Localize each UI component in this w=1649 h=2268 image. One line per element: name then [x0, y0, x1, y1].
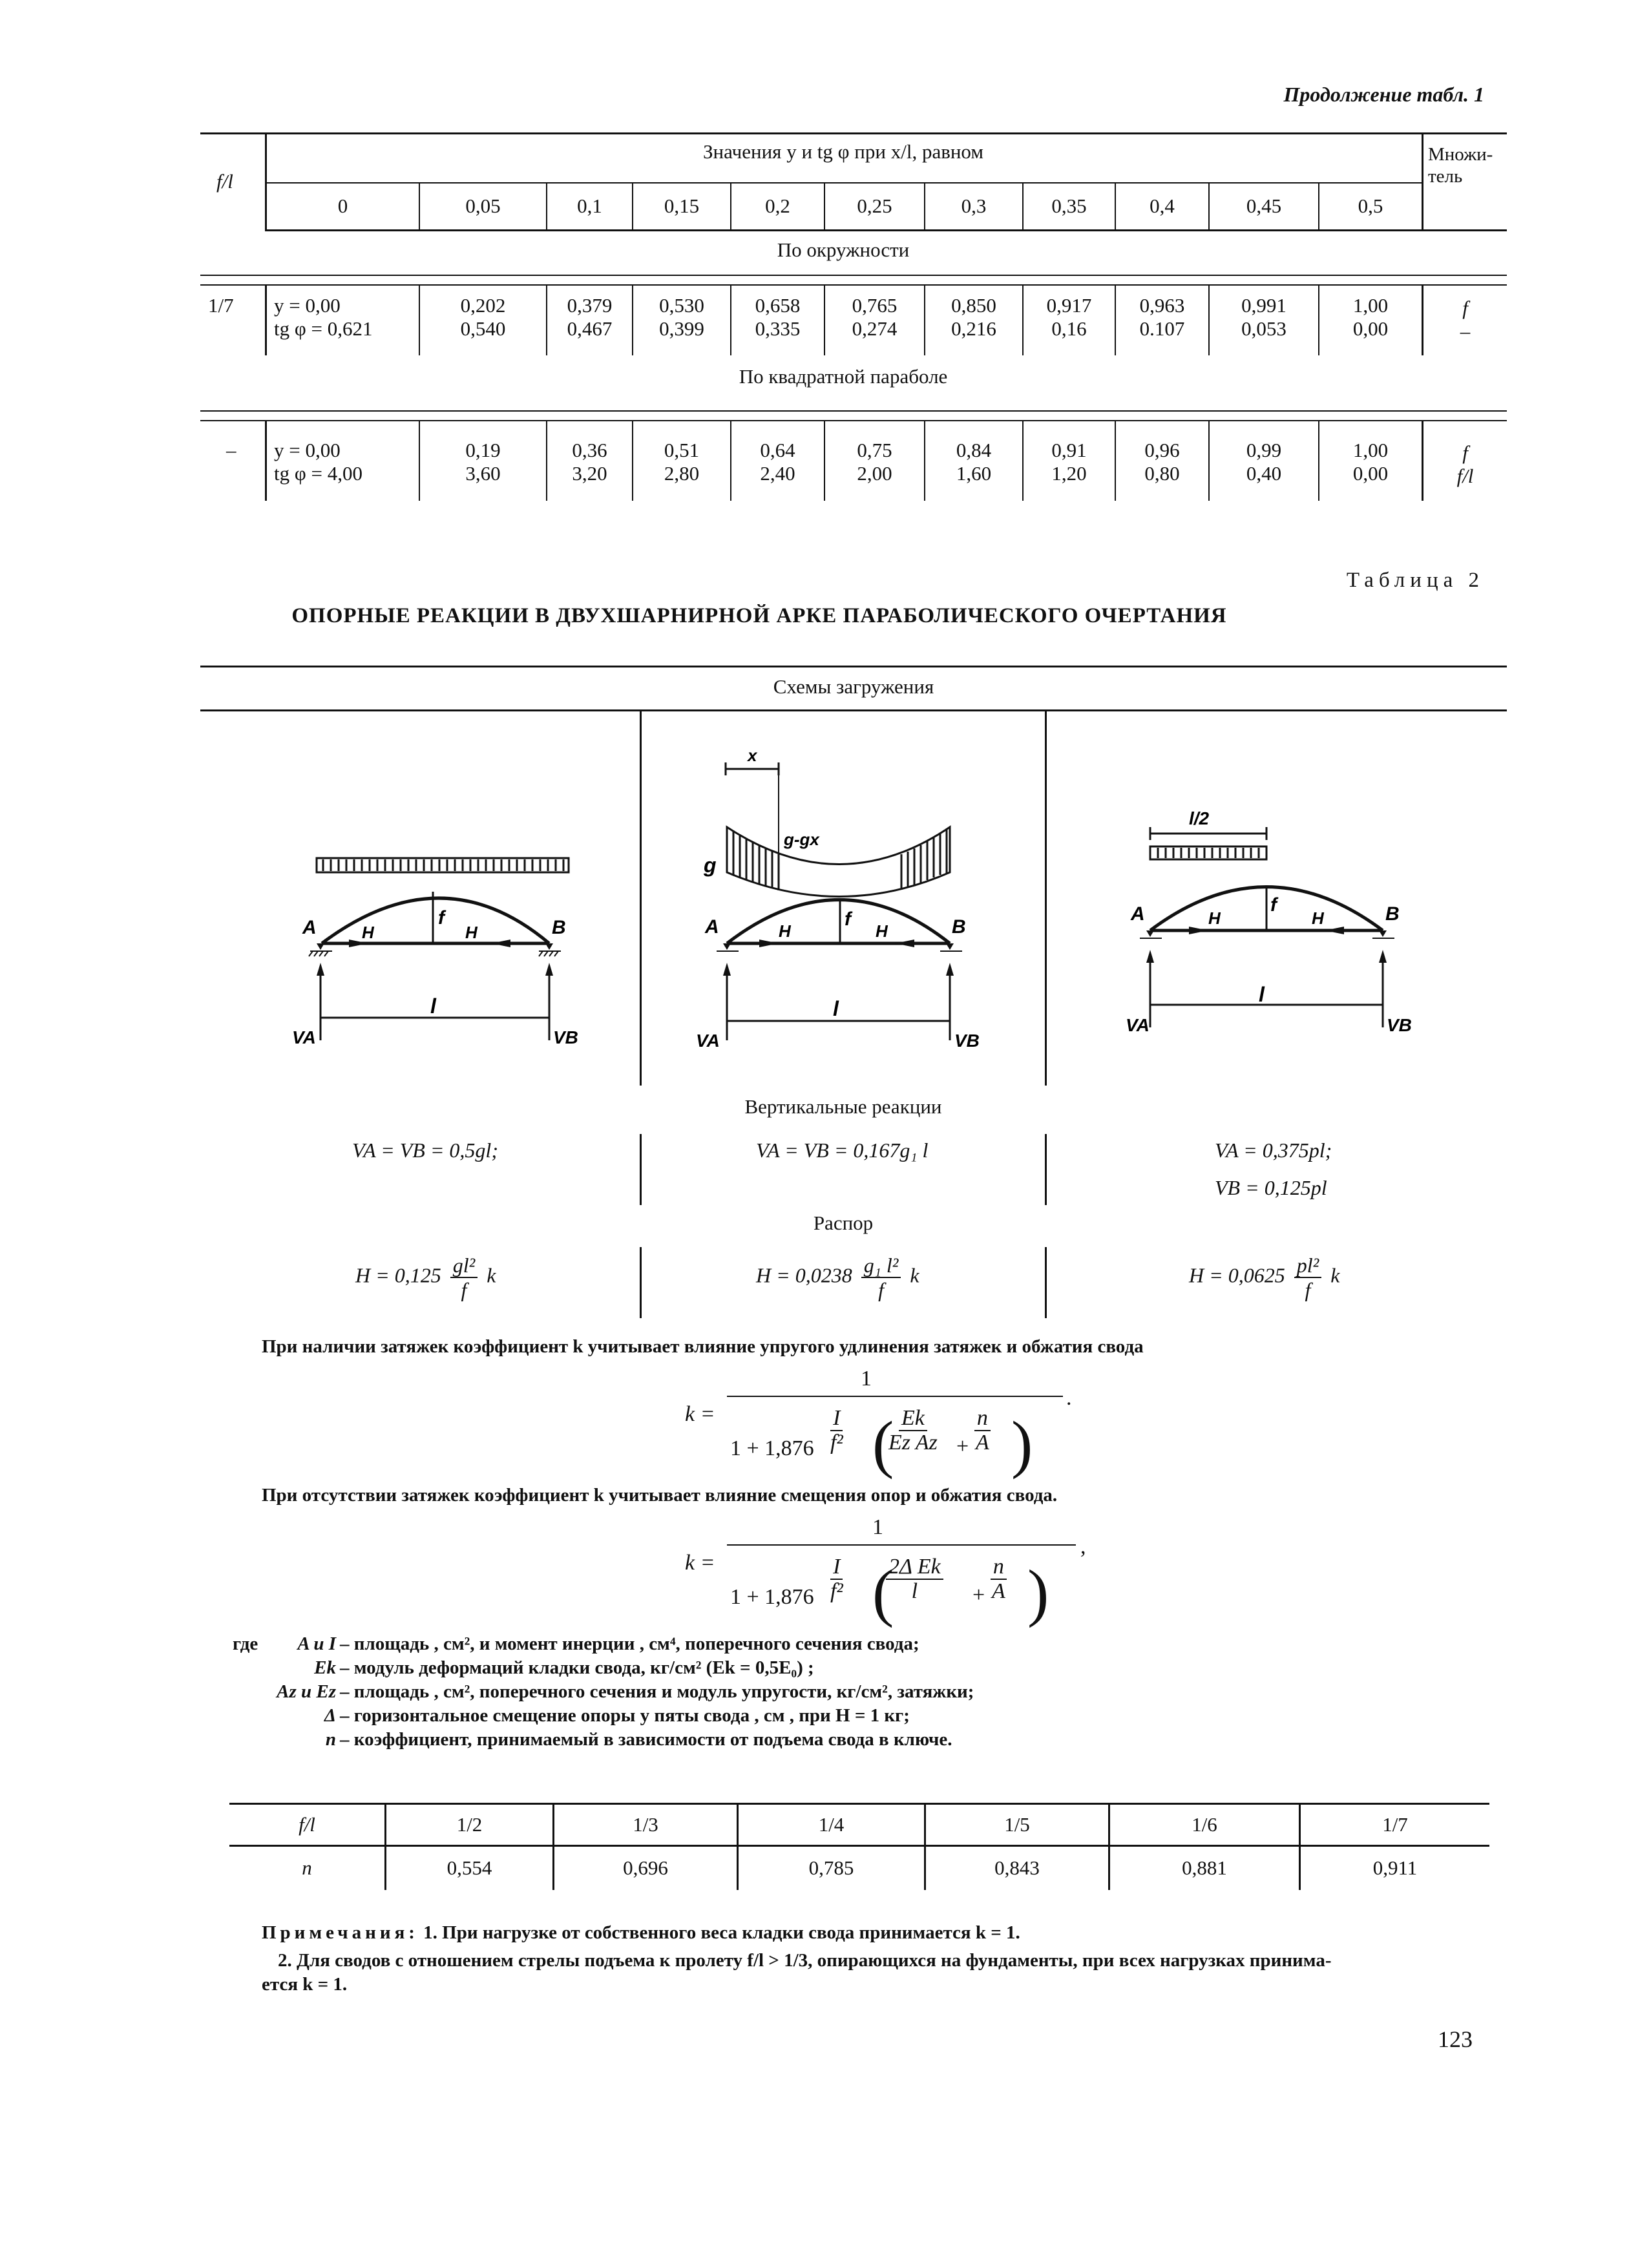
scheme-variable-load — [688, 737, 998, 1073]
thrust-scheme-3: H = 0,0625 $\frac{\text{pl²}}{f}$ k — [1189, 1254, 1340, 1301]
parabola-tg0: tg φ = 4,00 — [274, 462, 362, 485]
x-header-cell: 0,1 — [577, 194, 602, 217]
vr-scheme-3a: VA = 0,375pl; — [1215, 1139, 1332, 1162]
y-value-cell: 1,00 — [1352, 294, 1389, 317]
n-table-value-cell: 0,911 — [1372, 1856, 1418, 1879]
vr-scheme-2: VA = VB = 0,167g₁ l — [756, 1139, 929, 1162]
legend-symbol: Δ — [324, 1705, 336, 1726]
svg-text:B: B — [952, 916, 966, 938]
label-h1: H — [362, 923, 374, 942]
y-value-cell: 0,379 — [567, 294, 613, 317]
tg-value-cell: 3,60 — [465, 462, 501, 485]
parabola-y0: y = 0,00 — [274, 439, 341, 461]
tg-value-cell: 0,00 — [1352, 462, 1389, 485]
svg-text:B: B — [1385, 903, 1400, 925]
svg-text:A: A — [1131, 903, 1145, 925]
n-table-header-cell: 1/4 — [818, 1813, 845, 1836]
table2-title: ОПОРНЫЕ РЕАКЦИИ В ДВУХШАРНИРНОЙ АРКЕ ПАРАБОЛИЧЕСКОГО ОЧЕРТАНИЯ — [291, 604, 1227, 627]
svg-text:f: f — [845, 908, 851, 930]
section-parabola: По квадратной параболе — [739, 365, 948, 388]
legend-symbol: Az и Ez — [277, 1681, 336, 1702]
tg-value-cell: 2,80 — [664, 462, 700, 485]
svg-text:VB: VB — [954, 1031, 980, 1051]
label-l: l — [430, 994, 436, 1018]
legend-text: – площадь , см², и момент инерции , см⁴, поперечного сечения свода; — [340, 1633, 919, 1654]
svg-text:H: H — [1208, 908, 1221, 928]
label-f: f — [438, 907, 445, 929]
without-ties-text: При отсутствии затяжек коэффициент k учитывает влияние смещения опор и обжатия свода. — [262, 1485, 1058, 1506]
circle-mult-y: f — [1462, 297, 1468, 319]
scheme-uniform-load — [278, 840, 588, 1073]
label-a: A — [302, 917, 317, 938]
label-g: g — [704, 854, 717, 877]
svg-text:f: f — [1270, 894, 1277, 916]
n-table-header-cell: 1/5 — [1004, 1813, 1030, 1836]
circle-mult-tg: – — [1460, 320, 1471, 342]
legend-text: – модуль деформаций кладки свода, кг/см² (Ek = 0,5E₀) ; — [340, 1657, 814, 1678]
y-value-cell: 0,202 — [460, 294, 506, 317]
label-b: B — [552, 917, 566, 938]
svg-text:VA: VA — [696, 1031, 720, 1051]
legend-symbol: A и I — [297, 1633, 336, 1654]
y-value-cell: 0,658 — [755, 294, 801, 317]
n-table-header-cell: f/l — [299, 1813, 315, 1836]
svg-text:H: H — [876, 921, 888, 941]
svg-text:l: l — [833, 997, 839, 1020]
legend-symbol: n — [325, 1729, 336, 1750]
parabola-fl: – — [226, 439, 236, 461]
circle-y0: y = 0,00 — [274, 294, 341, 317]
label-x: x — [748, 746, 757, 765]
tg-value-cell: 3,20 — [572, 462, 607, 485]
note-1: 1. При нагрузке от собственного веса кладки свода принимается k = 1. — [423, 1922, 1020, 1943]
svg-text:H: H — [779, 921, 791, 941]
n-table-header-cell: 1/3 — [633, 1813, 658, 1836]
y-value-cell: 0,963 — [1139, 294, 1185, 317]
notes-label: Примечания: — [262, 1922, 419, 1943]
label-h2: H — [465, 923, 478, 942]
scheme-half-span-load — [1124, 801, 1422, 1073]
x-header-cell: 0,45 — [1246, 194, 1282, 217]
header-fl: f/l — [216, 170, 233, 193]
tg-value-cell: 0,274 — [852, 317, 898, 340]
svg-text:H: H — [1312, 908, 1324, 928]
tg-value-cell: 2,40 — [760, 462, 795, 485]
notes — [262, 1922, 1020, 1944]
parabola-mult-y: f — [1462, 441, 1468, 464]
x-header-cell: 0,05 — [465, 194, 501, 217]
schemes-header: Схемы загружения — [773, 675, 934, 698]
tg-value-cell: 0,053 — [1241, 317, 1287, 340]
x-header-cell: 0,35 — [1051, 194, 1087, 217]
svg-text:VA: VA — [1126, 1015, 1150, 1035]
thrust-scheme-1: H = 0,125 $\frac{\text{gl²}}{f}$ k — [355, 1254, 496, 1301]
parabola-mult-tg: f/l — [1456, 465, 1474, 487]
tg-value-cell: 0,80 — [1144, 462, 1180, 485]
legend-text: – площадь , см², поперечного сечения и модуль упругости, кг/см², затяжки; — [340, 1681, 974, 1702]
legend-where: где — [233, 1633, 258, 1654]
y-value-cell: 0,91 — [1051, 439, 1087, 461]
n-table-header-cell: 1/2 — [456, 1813, 483, 1836]
tg-value-cell: 0,399 — [659, 317, 704, 340]
with-ties-text: При наличии затяжек коэффициент k учитывает влияние упругого удлинения затяжек и обжатия свода — [262, 1336, 1144, 1357]
n-table-header-cell: 1/7 — [1382, 1813, 1408, 1836]
y-value-cell: 0,850 — [951, 294, 996, 317]
circle-fl: 1/7 — [208, 294, 234, 317]
svg-text:VB: VB — [1387, 1015, 1412, 1035]
y-value-cell: 0,19 — [465, 439, 501, 461]
y-value-cell: 0,84 — [956, 439, 992, 461]
n-table-value-cell: n — [302, 1856, 312, 1879]
x-header-cell: 0,3 — [961, 194, 987, 217]
y-value-cell: 0,75 — [857, 439, 892, 461]
y-value-cell: 0,36 — [572, 439, 607, 461]
tg-value-cell: 1,60 — [956, 462, 992, 485]
vertical-reactions-label: Вертикальные реакции — [744, 1095, 942, 1118]
x-header-cell: 0,25 — [857, 194, 892, 217]
tg-value-cell: 0,335 — [755, 317, 801, 340]
continuation-label: Продолжение табл. 1 — [1283, 83, 1484, 106]
table2-label: Таблица 2 — [1346, 569, 1484, 592]
x-header-cell: 0,2 — [765, 194, 790, 217]
n-table-value-cell: 0,843 — [994, 1856, 1040, 1879]
x-header-cell: 0,4 — [1150, 194, 1175, 217]
header-multiplier: Множи- тель — [1428, 144, 1493, 187]
vr-scheme-1: VA = VB = 0,5gl; — [352, 1139, 498, 1162]
circle-tg0: tg φ = 0,621 — [274, 317, 373, 340]
y-value-cell: 0,530 — [659, 294, 704, 317]
tg-value-cell: 0,40 — [1246, 462, 1282, 485]
y-value-cell: 0,99 — [1246, 439, 1282, 461]
label-g-gx: g-gx — [784, 830, 819, 849]
section-circle: По окружности — [777, 238, 910, 261]
tg-value-cell: 0,467 — [567, 317, 613, 340]
y-value-cell: 0,917 — [1046, 294, 1092, 317]
legend-text: – горизонтальное смещение опоры у пяты свода , см , при H = 1 кг; — [340, 1705, 910, 1726]
tg-value-cell: 0,16 — [1051, 317, 1087, 340]
y-value-cell: 1,00 — [1352, 439, 1389, 461]
n-table-header-cell: 1/6 — [1192, 1813, 1217, 1836]
y-value-cell: 0,96 — [1144, 439, 1180, 461]
page-number: 123 — [1438, 2026, 1473, 2052]
note-2b: ется k = 1. — [262, 1974, 348, 1995]
svg-text:l: l — [1259, 983, 1265, 1006]
y-value-cell: 0,991 — [1241, 294, 1287, 317]
n-table-value-cell: 0,881 — [1182, 1856, 1227, 1879]
legend-symbol: Ek — [314, 1657, 336, 1678]
x-header-cell: 0,15 — [664, 194, 700, 217]
n-table-value-cell: 0,785 — [808, 1856, 854, 1879]
n-table-value-cell: 0,696 — [623, 1856, 668, 1879]
tg-value-cell: 2,00 — [857, 462, 892, 485]
vr-scheme-3b: VB = 0,125pl — [1215, 1176, 1327, 1199]
tg-value-cell: 0.107 — [1139, 317, 1185, 340]
n-table-value-cell: 0,554 — [446, 1856, 492, 1879]
tg-value-cell: 0,540 — [460, 317, 506, 340]
svg-text:A: A — [705, 916, 719, 938]
x-header-cell: 0,5 — [1358, 194, 1383, 217]
note-2a: 2. Для сводов с отношением стрелы подъема к пролету f/l > 1/3, опирающихся на фундаменты, при всех нагрузках принима- — [278, 1950, 1332, 1971]
x-header-cell: 0 — [337, 194, 348, 217]
tg-value-cell: 0,216 — [951, 317, 996, 340]
label-va: VA — [292, 1027, 316, 1047]
tg-value-cell: 1,20 — [1051, 462, 1087, 485]
header-values: Значения y и tg φ при x/l, равном — [703, 140, 983, 163]
thrust-scheme-2: H = 0,0238 $\frac{\text{g₁ l²}}{f}$ k — [756, 1254, 919, 1301]
label-vb: VB — [553, 1027, 578, 1047]
label-l-half: l/2 — [1189, 808, 1210, 828]
tg-value-cell: 0,00 — [1352, 317, 1389, 340]
y-value-cell: 0,51 — [664, 439, 700, 461]
thrust-label: Распор — [813, 1212, 874, 1234]
y-value-cell: 0,765 — [852, 294, 898, 317]
legend-text: – коэффициент, принимаемый в зависимости от подъема свода в ключе. — [340, 1729, 952, 1750]
y-value-cell: 0,64 — [760, 439, 795, 461]
